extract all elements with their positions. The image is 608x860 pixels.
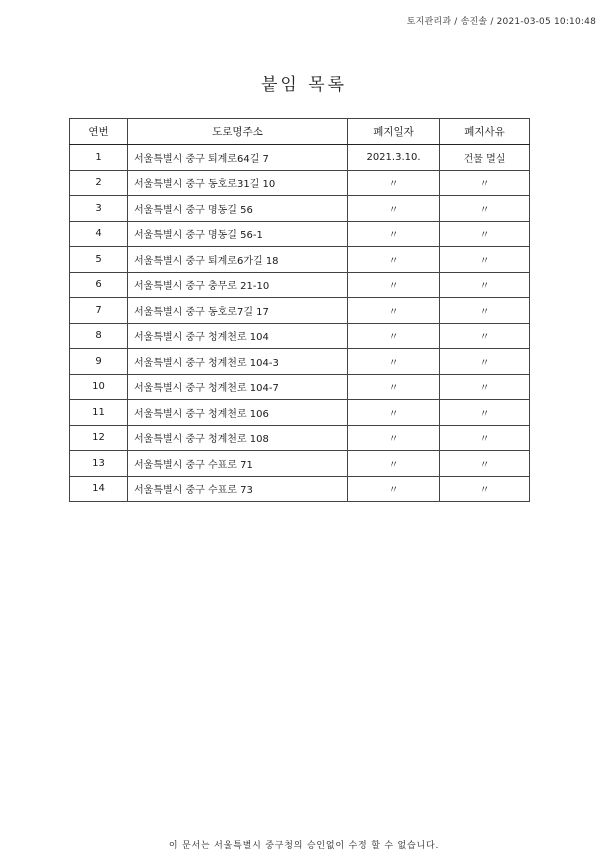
- row-abolition-reason: 〃: [440, 374, 530, 400]
- row-serial-number: 1: [70, 145, 128, 171]
- table-body: [70, 145, 530, 502]
- header-abolition-date: 폐지일자: [348, 119, 440, 145]
- row-abolition-date: 〃: [348, 196, 440, 222]
- row-serial-number: 5: [70, 247, 128, 273]
- row-abolition-date: 〃: [348, 374, 440, 400]
- row-road-address: 서울특별시 중구 청계천로 104-3: [128, 349, 348, 375]
- table-row: [70, 247, 530, 273]
- row-road-address: 서울특별시 중구 동호로31길 10: [128, 170, 348, 196]
- row-abolition-reason: 〃: [440, 170, 530, 196]
- row-road-address: 서울특별시 중구 퇴계로64길 7: [128, 145, 348, 171]
- table-row: [70, 451, 530, 477]
- footer-notice: 이 문서는 서울특별시 중구청의 승인없이 수정 할 수 없습니다.: [168, 841, 440, 851]
- row-serial-number: 11: [70, 400, 128, 426]
- header-stamp: 토지관리과 / 송진솔 / 2021-03-05 10:10:48: [406, 17, 596, 27]
- row-abolition-reason: 〃: [440, 247, 530, 273]
- table-row: [70, 196, 530, 222]
- row-road-address: 서울특별시 중구 충무로 21-10: [128, 272, 348, 298]
- header-abolition-reason: 폐지사유: [440, 119, 530, 145]
- row-abolition-date: 〃: [348, 298, 440, 324]
- row-road-address: 서울특별시 중구 청계천로 108: [128, 425, 348, 451]
- attachment-list-table: [69, 118, 530, 502]
- row-abolition-reason: 〃: [440, 272, 530, 298]
- row-abolition-date: 〃: [348, 323, 440, 349]
- row-abolition-reason: 〃: [440, 400, 530, 426]
- table-row: [70, 145, 530, 171]
- table-row: [70, 323, 530, 349]
- row-road-address: 서울특별시 중구 명동길 56-1: [128, 221, 348, 247]
- row-abolition-reason: 〃: [440, 425, 530, 451]
- row-abolition-reason: 〃: [440, 298, 530, 324]
- row-abolition-date: 2021.3.10.: [348, 145, 440, 171]
- row-abolition-reason: 〃: [440, 476, 530, 502]
- row-serial-number: 10: [70, 374, 128, 400]
- row-abolition-date: 〃: [348, 425, 440, 451]
- row-abolition-reason: 〃: [440, 196, 530, 222]
- document-title: 붙임 목록: [260, 75, 348, 95]
- row-road-address: 서울특별시 중구 동호로7길 17: [128, 298, 348, 324]
- row-abolition-date: 〃: [348, 247, 440, 273]
- row-abolition-date: 〃: [348, 221, 440, 247]
- row-road-address: 서울특별시 중구 명동길 56: [128, 196, 348, 222]
- row-abolition-date: 〃: [348, 170, 440, 196]
- row-road-address: 서울특별시 중구 청계천로 104-7: [128, 374, 348, 400]
- table-row: [70, 298, 530, 324]
- row-road-address: 서울특별시 중구 청계천로 104: [128, 323, 348, 349]
- row-abolition-date: 〃: [348, 272, 440, 298]
- table-row: [70, 170, 530, 196]
- row-abolition-date: 〃: [348, 349, 440, 375]
- table-header-row: [70, 119, 530, 145]
- row-abolition-reason: 〃: [440, 451, 530, 477]
- row-abolition-date: 〃: [348, 476, 440, 502]
- row-serial-number: 6: [70, 272, 128, 298]
- row-serial-number: 4: [70, 221, 128, 247]
- header-serial-number: 연번: [70, 119, 128, 145]
- row-abolition-reason: 건물 멸실: [440, 145, 530, 171]
- row-abolition-date: 〃: [348, 451, 440, 477]
- row-abolition-reason: 〃: [440, 221, 530, 247]
- row-road-address: 서울특별시 중구 퇴계로6가길 18: [128, 247, 348, 273]
- row-abolition-reason: 〃: [440, 323, 530, 349]
- table-row: [70, 221, 530, 247]
- table-row: [70, 476, 530, 502]
- table-row: [70, 374, 530, 400]
- row-serial-number: 14: [70, 476, 128, 502]
- table-row: [70, 272, 530, 298]
- row-serial-number: 9: [70, 349, 128, 375]
- row-serial-number: 8: [70, 323, 128, 349]
- row-abolition-date: 〃: [348, 400, 440, 426]
- table-row: [70, 349, 530, 375]
- row-serial-number: 13: [70, 451, 128, 477]
- row-road-address: 서울특별시 중구 수표로 73: [128, 476, 348, 502]
- row-serial-number: 3: [70, 196, 128, 222]
- row-serial-number: 7: [70, 298, 128, 324]
- row-road-address: 서울특별시 중구 청계천로 106: [128, 400, 348, 426]
- row-abolition-reason: 〃: [440, 349, 530, 375]
- row-serial-number: 2: [70, 170, 128, 196]
- header-road-address: 도로명주소: [128, 119, 348, 145]
- row-road-address: 서울특별시 중구 수표로 71: [128, 451, 348, 477]
- table-row: [70, 425, 530, 451]
- row-serial-number: 12: [70, 425, 128, 451]
- table-row: [70, 400, 530, 426]
